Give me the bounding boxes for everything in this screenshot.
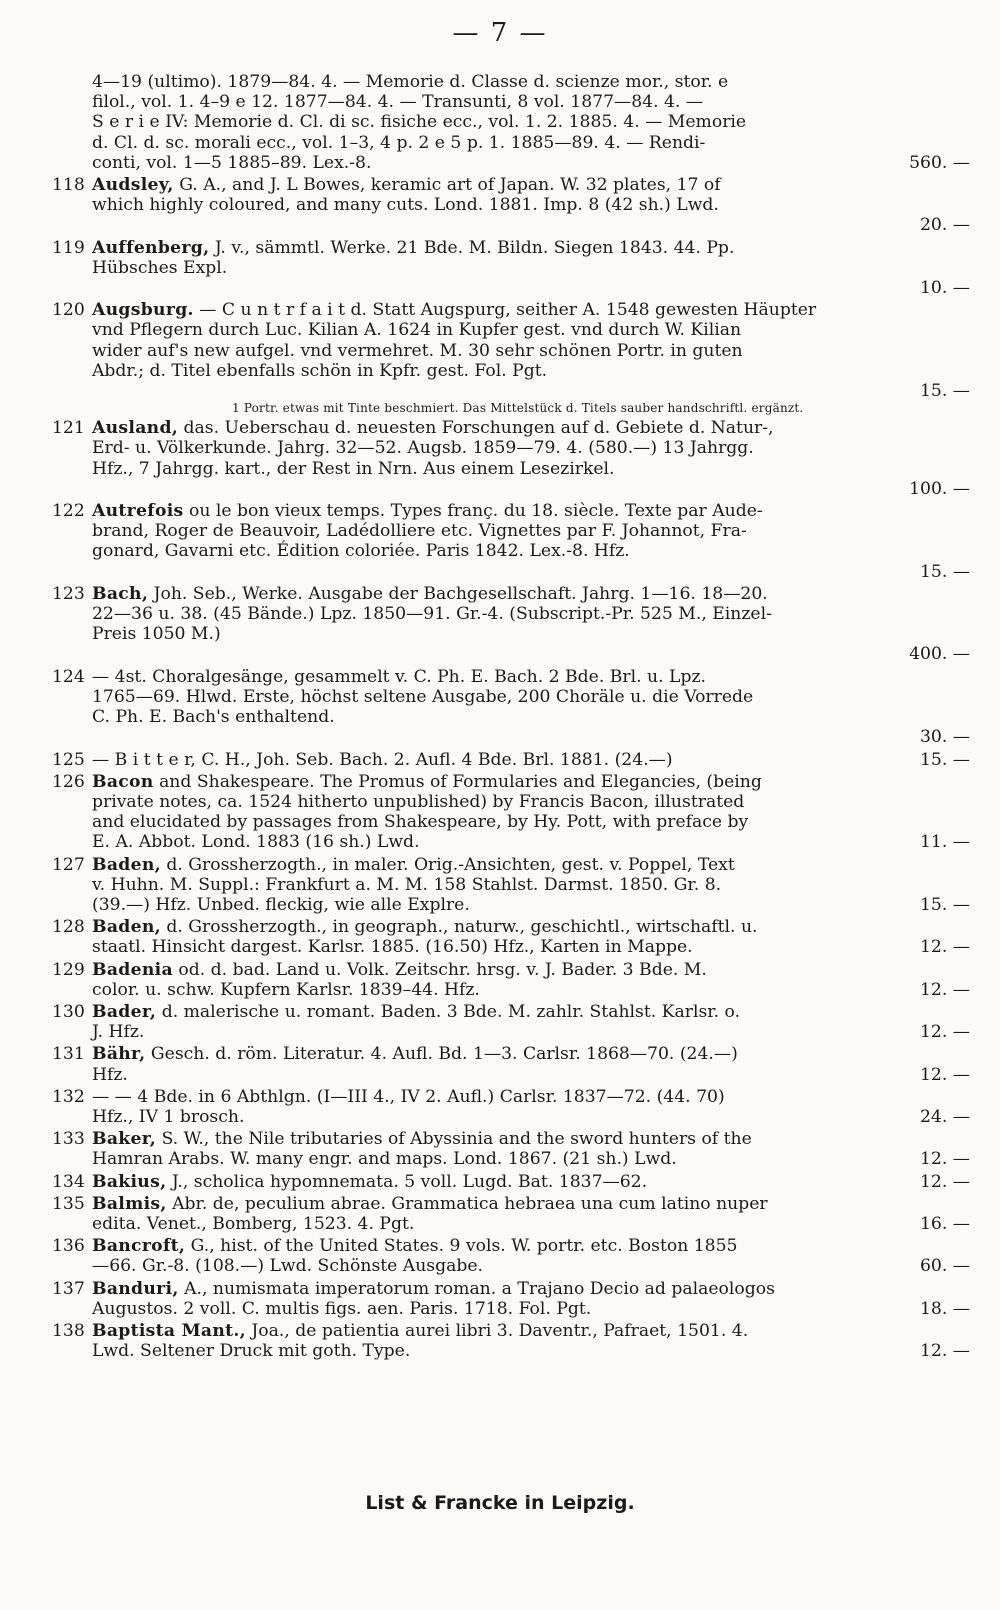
entry-price-line — [92, 644, 972, 664]
entry-body — [92, 238, 972, 299]
entry-price: 12. — — [920, 1022, 970, 1043]
entry-line-text: conti, vol. 1—5 1885–89. Lex.-8. — [92, 152, 372, 173]
catalog-entry-136 — [52, 1236, 972, 1276]
catalog-entry-132 — [52, 1087, 972, 1127]
catalog-entry-135 — [52, 1194, 972, 1234]
entry-line-text: private notes, ca. 1524 hitherto unpublished) by Francis Bacon, illustrated — [92, 791, 745, 812]
entry-price: 16. — — [920, 1213, 970, 1234]
entry-line-text: ou le bon vieux temps. Types franç. du 18. siècle. Texte par Aude- — [189, 501, 763, 522]
catalog-entry-122 — [52, 501, 972, 582]
entry-body — [92, 300, 972, 416]
entry-headword: Bähr, — [92, 1044, 146, 1065]
entry-number: 120 — [52, 300, 85, 321]
entry-line — [92, 750, 972, 770]
entry-body — [92, 667, 972, 748]
entry-line-text: Hfz. — [92, 1064, 128, 1085]
entry-line-text: wider auf's new aufgel. vnd vermehret. M. 30 sehr schönen Portr. in guten — [92, 340, 743, 361]
entry-line — [92, 438, 972, 458]
entry-body — [92, 1044, 972, 1084]
catalog-entry-138 — [52, 1321, 972, 1361]
entry-number: 135 — [52, 1193, 85, 1214]
entry-line — [92, 153, 972, 173]
catalog-entry-120 — [52, 300, 972, 416]
entry-line — [92, 195, 972, 215]
entry-number: 126 — [52, 771, 85, 792]
entry-line — [92, 1044, 972, 1064]
entry-line-text: Joa., de patientia aurei libri 3. Daventr., Pafraet, 1501. 4. — [251, 1320, 749, 1341]
entry-line-text: J., scholica hypomnemata. 5 voll. Lugd. Bat. 1837—62. — [171, 1171, 648, 1192]
catalog-entry-133 — [52, 1129, 972, 1169]
entry-body — [92, 1002, 972, 1042]
catalog-entry-121 — [52, 418, 972, 499]
entry-price: 20. — — [920, 215, 970, 236]
entry-number: 122 — [52, 501, 85, 522]
entry-body — [92, 855, 972, 916]
entry-line — [92, 1087, 972, 1107]
entry-line-text: Abdr.; d. Titel ebenfalls schön in Kpfr. gest. Fol. Pgt. — [92, 360, 548, 381]
page-number: — 7 — — [452, 18, 548, 48]
entry-headword: Bach, — [92, 583, 149, 604]
entry-line — [92, 1321, 972, 1341]
entry-body — [92, 72, 972, 173]
entry-line-text: Hfz., 7 Jahrgg. kart., der Rest in Nrn. Aus einem Lesezirkel. — [92, 458, 615, 479]
catalog-entry-129 — [52, 960, 972, 1000]
entry-line-text: (39.—) Hfz. Unbed. fleckig, wie alle Explre. — [92, 894, 470, 915]
entry-price: 18. — — [920, 1298, 970, 1319]
entry-line — [92, 341, 972, 361]
entry-body — [92, 175, 972, 236]
entry-line-text: d. Grossherzogth., in maler. Orig.-Ansichten, gest. v. Poppel, Text — [166, 854, 735, 875]
entry-number: 118 — [52, 175, 85, 196]
entries-container — [52, 175, 972, 1361]
entry-headword: Bacon — [92, 771, 154, 792]
entry-number: 127 — [52, 854, 85, 875]
entry-line-text: Lwd. Seltener Druck mit goth. Type. — [92, 1341, 411, 1362]
catalog-entry-119 — [52, 238, 972, 299]
entry-headword: Bader, — [92, 1001, 157, 1022]
entry-price-line — [92, 278, 972, 298]
catalog-entry-130 — [52, 1002, 972, 1042]
entry-line — [92, 1279, 972, 1299]
entry-line-text: — B i t t e r, C. H., Joh. Seb. Bach. 2. Aufl. 4 Bde. Brl. 1881. (24.—) — [92, 749, 673, 770]
entry-body — [92, 1129, 972, 1169]
entry-line — [92, 1002, 972, 1022]
entry-price-line — [92, 562, 972, 582]
catalog-entry-124 — [52, 667, 972, 748]
entry-number: 136 — [52, 1236, 85, 1257]
entry-headword: Audsley, — [92, 175, 174, 196]
entry-number: 124 — [52, 666, 85, 687]
entry-line-text: Erd- u. Völkerkunde. Jahrg. 32—52. Augsb. 1859—79. 4. (580.—) 13 Jahrgg. — [92, 438, 754, 459]
entry-line — [92, 1341, 972, 1361]
entry-line-text: staatl. Hinsicht dargest. Karlsr. 1885. (16.50) Hfz., Karten in Mappe. — [92, 937, 693, 958]
entry-line-text: das. Ueberschau d. neuesten Forschungen auf d. Gebiete d. Natur-, — [183, 418, 774, 439]
entry-number: 129 — [52, 959, 85, 980]
entry-body — [92, 917, 972, 957]
entry-number: 123 — [52, 583, 85, 604]
entry-line — [92, 1149, 972, 1169]
entry-price-line — [92, 381, 972, 401]
entry-price: 11. — — [920, 832, 970, 853]
entry-line — [92, 855, 972, 875]
entry-line — [92, 258, 972, 278]
entry-line-text: vnd Pflegern durch Luc. Kilian A. 1624 in Kupfer gest. vnd durch W. Kilian — [92, 320, 742, 341]
entry-line-text: Hübsches Expl. — [92, 257, 228, 278]
entry-line — [92, 1107, 972, 1127]
entry-line — [92, 459, 972, 479]
entry-body — [92, 960, 972, 1000]
entry-headword: Balmis, — [92, 1193, 167, 1214]
entry-price-line — [92, 479, 972, 499]
entry-headword: Bancroft, — [92, 1236, 186, 1257]
entry-headword: Auffenberg, — [92, 237, 210, 258]
catalog-listing — [52, 72, 972, 1363]
entry-line-text: d. Grossherzogth., in geograph., naturw., geschichtl., wirtschaftl. u. — [166, 917, 758, 938]
entry-line-text: Preis 1050 M.) — [92, 624, 221, 645]
entry-line — [92, 812, 972, 832]
entry-body — [92, 418, 972, 499]
entry-number: 125 — [52, 749, 85, 770]
entry-price: 15. — — [920, 561, 970, 582]
entry-line-text: A., numismata imperatorum roman. a Trajano Decio ad palaeologos — [184, 1278, 775, 1299]
entry-line — [92, 1022, 972, 1042]
entry-price: 100. — — [909, 478, 970, 499]
entry-line-text: Joh. Seb., Werke. Ausgabe der Bachgesellschaft. Jahrg. 1—16. 18—20. — [153, 583, 768, 604]
entry-price: 12. — — [920, 937, 970, 958]
publisher-footer: List & Francke in Leipzig. — [365, 1492, 635, 1514]
entry-price: 400. — — [909, 644, 970, 665]
entry-line-text: 22—36 u. 38. (45 Bände.) Lpz. 1850—91. Gr.-4. (Subscript.-Pr. 525 M., Einzel- — [92, 604, 772, 625]
catalog-entry-118 — [52, 175, 972, 236]
entry-headword: Baden, — [92, 854, 161, 875]
entry-intro — [52, 72, 972, 173]
entry-line-text: —66. Gr.-8. (108.—) Lwd. Schönste Ausgabe. — [92, 1256, 483, 1277]
entry-line-text: d. malerische u. romant. Baden. 3 Bde. M. zahlr. Stahlst. Karlsr. o. — [161, 1001, 741, 1022]
entry-line-text: Gesch. d. röm. Literatur. 4. Aufl. Bd. 1—3. Carlsr. 1868—70. (24.—) — [150, 1044, 738, 1065]
entry-line-text: which highly coloured, and many cuts. Lond. 1881. Imp. 8 (42 sh.) Lwd. — [92, 195, 719, 216]
entry-number: 128 — [52, 917, 85, 938]
entry-line — [92, 875, 972, 895]
entry-line — [92, 1256, 972, 1276]
entry-line-text: color. u. schw. Kupfern Karlsr. 1839–44. Hfz. — [92, 979, 480, 1000]
entry-price: 60. — — [920, 1256, 970, 1277]
entry-line-text: gonard, Gavarni etc. Édition coloriée. Paris 1842. Lex.-8. Hfz. — [92, 541, 630, 562]
entry-price-line — [92, 727, 972, 747]
entry-line — [92, 584, 972, 604]
entry-line — [92, 320, 972, 340]
entry-line: d. Cl. d. sc. morali ecc., vol. 1–3, 4 p. 2 e 5 p. 1. 1885—89. 4. — Rendi- — [92, 132, 706, 153]
entry-line — [92, 917, 972, 937]
entry-headword: Banduri, — [92, 1278, 179, 1299]
entry-line — [92, 1065, 972, 1085]
catalog-entry-125 — [52, 750, 972, 770]
entry-body — [92, 1194, 972, 1234]
entry-price: 12. — — [920, 979, 970, 1000]
entry-line — [92, 667, 972, 687]
entry-line-text: S. W., the Nile tributaries of Abyssinia and the sword hunters of the — [161, 1129, 752, 1150]
entry-line-text: Hamran Arabs. W. many engr. and maps. Lond. 1867. (21 sh.) Lwd. — [92, 1149, 677, 1170]
entry-line: S e r i e IV: Memorie d. Cl. di sc. fisiche ecc., vol. 1. 2. 1885. 4. — Memorie — [92, 112, 747, 133]
entry-number: 131 — [52, 1044, 85, 1065]
entry-line-text: G., hist. of the United States. 9 vols. W. portr. etc. Boston 1855 — [190, 1236, 738, 1257]
entry-price: 30. — — [920, 727, 970, 748]
entry-body — [92, 772, 972, 853]
entry-number — [52, 72, 92, 173]
entry-number: 133 — [52, 1129, 85, 1150]
entry-line — [92, 772, 972, 792]
entry-line-text: 1765—69. Hlwd. Erste, höchst seltene Ausgabe, 200 Choräle u. die Vorrede — [92, 686, 754, 707]
entry-line — [92, 541, 972, 561]
catalog-entry-123 — [52, 584, 972, 665]
entry-line-text: Hfz., IV 1 brosch. — [92, 1106, 245, 1127]
entry-line-text: brand, Roger de Beauvoir, Ladédolliere etc. Vignettes par F. Johannot, Fra- — [92, 521, 747, 542]
entry-line-text: — — 4 Bde. in 6 Abthlgn. (I—III 4., IV 2. Aufl.) Carlsr. 1837—72. (44. 70) — [92, 1086, 725, 1107]
entry-number: 138 — [52, 1320, 85, 1341]
entry-line-text: Augustos. 2 voll. C. multis figs. aen. Paris. 1718. Fol. Pgt. — [92, 1298, 592, 1319]
entry-price: 15. — — [920, 894, 970, 915]
catalog-entry-131 — [52, 1044, 972, 1084]
entry-price: 24. — — [920, 1106, 970, 1127]
entry-line — [92, 1194, 972, 1214]
entry-line — [92, 521, 972, 541]
entry-price-line — [92, 215, 972, 235]
entry-line — [92, 1129, 972, 1149]
entry-headword: Baptista Mant., — [92, 1320, 246, 1341]
entry-note: 1 Portr. etwas mit Tinte beschmiert. Das Mittelstück d. Titels sauber handschriftl. ergänzt. — [232, 401, 804, 416]
entry-body — [92, 1172, 972, 1192]
entry-body — [92, 1236, 972, 1276]
entry-line-text: and elucidated by passages from Shakespeare, by Hy. Pott, with preface by — [92, 812, 749, 833]
entry-line — [92, 687, 972, 707]
entry-line — [92, 175, 972, 195]
entry-headword: Autrefois — [92, 501, 184, 522]
entry-number: 137 — [52, 1278, 85, 1299]
entry-line — [92, 937, 972, 957]
entry-line — [92, 361, 972, 381]
entry-headword: Baden, — [92, 917, 161, 938]
entry-headword: Augsburg. — [92, 300, 194, 321]
entry-price: 15. — — [920, 381, 970, 402]
entry-body — [92, 750, 972, 770]
entry-line-text: C. Ph. E. Bach's enthaltend. — [92, 707, 335, 728]
entry-line — [92, 238, 972, 258]
entry-line — [92, 1236, 972, 1256]
entry-number: 132 — [52, 1086, 85, 1107]
entry-line — [92, 604, 972, 624]
catalog-entry-127 — [52, 855, 972, 916]
catalog-entry-134 — [52, 1172, 972, 1192]
entry-price: 12. — — [920, 1341, 970, 1362]
entry-line — [92, 832, 972, 852]
entry-line — [92, 1172, 972, 1192]
entry-line — [92, 1214, 972, 1234]
entry-line-text: — C u n t r f a i t d. Statt Augspurg, seither A. 1548 gewesten Häupter — [199, 300, 817, 321]
entry-line — [92, 980, 972, 1000]
entry-line-text: J. v., sämmtl. Werke. 21 Bde. M. Bildn. Siegen 1843. 44. Pp. — [214, 237, 735, 258]
entry-headword: Badenia — [92, 959, 173, 980]
entry-line-text: J. Hfz. — [92, 1022, 145, 1043]
entry-price: 12. — — [920, 1149, 970, 1170]
entry-line-text: v. Huhn. M. Suppl.: Frankfurt a. M. M. 158 Stahlst. Darmst. 1850. Gr. 8. — [92, 874, 722, 895]
catalog-entry-126 — [52, 772, 972, 853]
entry-line-text: edita. Venet., Bomberg, 1523. 4. Pgt. — [92, 1213, 415, 1234]
entry-number: 119 — [52, 237, 85, 258]
entry-body — [92, 501, 972, 582]
entry-number: 130 — [52, 1001, 85, 1022]
entry-price: 15. — — [920, 749, 970, 770]
entry-line — [92, 624, 972, 644]
entry-line-text: — 4st. Choralgesänge, gesammelt v. C. Ph. E. Bach. 2 Bde. Brl. u. Lpz. — [92, 666, 706, 687]
entry-line-text: G. A., and J. L Bowes, keramic art of Japan. W. 32 plates, 17 of — [179, 175, 721, 196]
entry-line — [92, 1299, 972, 1319]
entry-price: 560. — — [909, 152, 970, 173]
entry-number: 121 — [52, 418, 85, 439]
entry-line — [92, 418, 972, 438]
catalog-entry-128 — [52, 917, 972, 957]
entry-body — [92, 584, 972, 665]
entry-body — [92, 1321, 972, 1361]
catalog-entry-137 — [52, 1279, 972, 1319]
entry-line — [92, 707, 972, 727]
entry-headword: Bakius, — [92, 1171, 167, 1192]
entry-line — [92, 501, 972, 521]
entry-line-text: E. A. Abbot. Lond. 1883 (16 sh.) Lwd. — [92, 832, 420, 853]
entry-body — [92, 1087, 972, 1127]
entry-body — [92, 1279, 972, 1319]
entry-line — [92, 792, 972, 812]
entry-headword: Ausland, — [92, 418, 179, 439]
entry-price: 12. — — [920, 1064, 970, 1085]
entry-line — [92, 300, 972, 320]
entry-line — [92, 895, 972, 915]
entry-line-text: Abr. de, peculium abrae. Grammatica hebraea una cum latino nuper — [172, 1193, 768, 1214]
entry-line-text: and Shakespeare. The Promus of Formularies and Elegancies, (being — [159, 771, 762, 792]
entry-price: 10. — — [920, 278, 970, 299]
entry-line — [92, 960, 972, 980]
entry-line-text: od. d. bad. Land u. Volk. Zeitschr. hrsg. v. J. Bader. 3 Bde. M. — [178, 959, 707, 980]
entry-line: 4—19 (ultimo). 1879—84. 4. — Memorie d. Classe d. scienze mor., stor. e — [92, 72, 729, 92]
entry-headword: Baker, — [92, 1129, 157, 1150]
entry-line: filol., vol. 1. 4–9 e 12. 1877—84. 4. — Transunti, 8 vol. 1877—84. 4. — — [92, 92, 704, 113]
entry-number: 134 — [52, 1171, 85, 1192]
entry-price: 12. — — [920, 1171, 970, 1192]
